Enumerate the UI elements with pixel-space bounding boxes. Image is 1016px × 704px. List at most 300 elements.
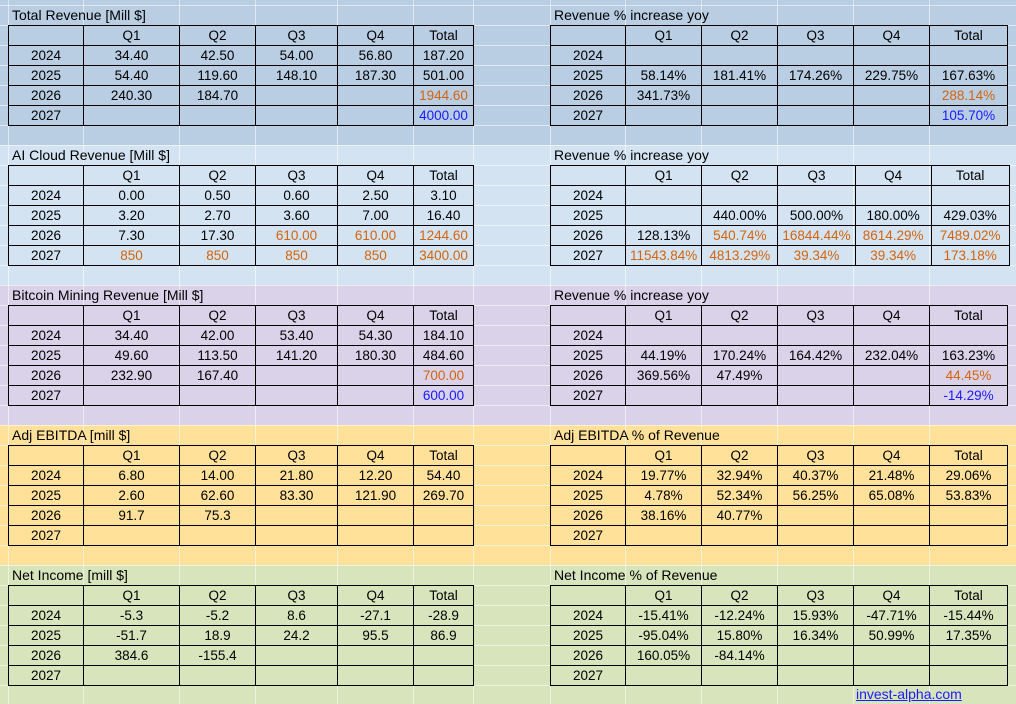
row-year-cell[interactable]: 2026 <box>551 226 626 246</box>
column-header[interactable]: Total <box>414 166 474 186</box>
table-cell[interactable]: 369.56% <box>626 366 702 386</box>
table-cell[interactable]: 484.60 <box>414 346 474 366</box>
table-cell[interactable]: 341.73% <box>626 86 702 106</box>
column-header[interactable]: Q4 <box>338 446 414 466</box>
table-cell[interactable]: 29.06% <box>930 466 1008 486</box>
table-cell[interactable] <box>930 326 1008 346</box>
table-cell[interactable] <box>256 506 338 526</box>
table-cell[interactable]: 160.05% <box>626 646 702 666</box>
row-year-cell[interactable]: 2027 <box>9 666 84 686</box>
column-header[interactable]: Total <box>930 586 1008 606</box>
row-year-cell[interactable]: 2024 <box>551 186 626 206</box>
column-header[interactable]: Q3 <box>256 26 338 46</box>
table-cell[interactable] <box>626 206 702 226</box>
row-year-cell[interactable]: 2027 <box>9 246 84 266</box>
table-cell[interactable]: 6.80 <box>84 466 180 486</box>
column-header[interactable]: Q3 <box>256 166 338 186</box>
column-header[interactable] <box>9 166 84 186</box>
table-cell[interactable] <box>338 366 414 386</box>
row-year-cell[interactable]: 2026 <box>9 86 84 106</box>
table-cell[interactable] <box>180 526 256 546</box>
column-header[interactable]: Q2 <box>702 306 778 326</box>
table-cell[interactable]: 52.34% <box>702 486 778 506</box>
column-header[interactable]: Q3 <box>256 446 338 466</box>
table-cell[interactable] <box>854 666 930 686</box>
table-cell[interactable]: 3400.00 <box>414 246 474 266</box>
row-year-cell[interactable]: 2026 <box>9 366 84 386</box>
table-cell[interactable]: 187.20 <box>414 46 474 66</box>
row-year-cell[interactable]: 2024 <box>9 606 84 626</box>
table-cell[interactable]: 34.40 <box>84 46 180 66</box>
table-cell[interactable]: 49.60 <box>84 346 180 366</box>
table-cell[interactable]: 4813.29% <box>702 246 778 266</box>
table-cell[interactable]: 58.14% <box>626 66 702 86</box>
table-cell[interactable]: -95.04% <box>626 626 702 646</box>
table-cell[interactable]: 610.00 <box>256 226 338 246</box>
table-cell[interactable] <box>84 106 180 126</box>
table-cell[interactable] <box>854 506 930 526</box>
table-cell[interactable]: 850 <box>338 246 414 266</box>
column-header[interactable]: Q4 <box>854 586 930 606</box>
table-cell[interactable]: 141.20 <box>256 346 338 366</box>
column-header[interactable]: Q1 <box>84 306 180 326</box>
row-year-cell[interactable]: 2025 <box>551 206 626 226</box>
table-cell[interactable] <box>338 506 414 526</box>
table-cell[interactable]: 850 <box>84 246 180 266</box>
table-cell[interactable]: 47.49% <box>702 366 778 386</box>
table-cell[interactable] <box>702 386 778 406</box>
column-header[interactable]: Q1 <box>626 586 702 606</box>
table-cell[interactable] <box>338 646 414 666</box>
column-header[interactable]: Q1 <box>626 26 702 46</box>
table-cell[interactable] <box>930 646 1008 666</box>
column-header[interactable]: Total <box>414 26 474 46</box>
table-cell[interactable] <box>626 666 702 686</box>
table-cell[interactable] <box>180 106 256 126</box>
row-year-cell[interactable]: 2025 <box>9 346 84 366</box>
column-header[interactable]: Q3 <box>256 586 338 606</box>
table-cell[interactable]: 53.83% <box>930 486 1008 506</box>
table-cell[interactable]: 384.6 <box>84 646 180 666</box>
table-cell[interactable]: 128.13% <box>626 226 702 246</box>
table-cell[interactable]: 164.42% <box>778 346 854 366</box>
column-header[interactable]: Q4 <box>854 446 930 466</box>
table-cell[interactable]: 42.00 <box>180 326 256 346</box>
row-year-cell[interactable]: 2024 <box>9 466 84 486</box>
table-cell[interactable]: 501.00 <box>414 66 474 86</box>
row-year-cell[interactable]: 2026 <box>9 506 84 526</box>
column-header[interactable] <box>551 446 626 466</box>
column-header[interactable] <box>9 306 84 326</box>
table-cell[interactable]: 54.40 <box>84 66 180 86</box>
table-cell[interactable]: 21.80 <box>256 466 338 486</box>
row-year-cell[interactable]: 2027 <box>9 386 84 406</box>
table-cell[interactable] <box>854 526 930 546</box>
row-year-cell[interactable]: 2026 <box>9 646 84 666</box>
table-cell[interactable]: 3.20 <box>84 206 180 226</box>
table-cell[interactable] <box>854 326 930 346</box>
table-cell[interactable] <box>778 666 854 686</box>
column-header[interactable]: Q1 <box>84 446 180 466</box>
table-cell[interactable]: 610.00 <box>338 226 414 246</box>
table-cell[interactable]: 163.23% <box>930 346 1008 366</box>
table-cell[interactable]: 8.6 <box>256 606 338 626</box>
row-year-cell[interactable]: 2027 <box>551 526 626 546</box>
table-cell[interactable]: 148.10 <box>256 66 338 86</box>
column-header[interactable]: Q1 <box>626 446 702 466</box>
table-cell[interactable]: 850 <box>256 246 338 266</box>
column-header[interactable]: Q4 <box>338 306 414 326</box>
table-cell[interactable]: 21.48% <box>854 466 930 486</box>
table-cell[interactable]: 54.00 <box>256 46 338 66</box>
table-cell[interactable]: 170.24% <box>702 346 778 366</box>
row-year-cell[interactable]: 2025 <box>551 486 626 506</box>
table-cell[interactable] <box>778 366 854 386</box>
table-cell[interactable] <box>930 666 1008 686</box>
row-year-cell[interactable]: 2024 <box>9 186 84 206</box>
table-cell[interactable]: 4000.00 <box>414 106 474 126</box>
table-cell[interactable]: 54.30 <box>338 326 414 346</box>
table-cell[interactable]: 113.50 <box>180 346 256 366</box>
table-cell[interactable] <box>256 646 338 666</box>
table-cell[interactable] <box>338 86 414 106</box>
table-cell[interactable]: 65.08% <box>854 486 930 506</box>
table-cell[interactable]: 440.00% <box>702 206 778 226</box>
column-header[interactable]: Total <box>931 166 1009 186</box>
table-cell[interactable]: 32.94% <box>702 466 778 486</box>
table-cell[interactable] <box>338 526 414 546</box>
table-cell[interactable]: 56.25% <box>778 486 854 506</box>
table-cell[interactable]: 95.5 <box>338 626 414 646</box>
table-cell[interactable]: 229.75% <box>854 66 930 86</box>
column-header[interactable]: Q2 <box>180 166 256 186</box>
table-cell[interactable] <box>930 526 1008 546</box>
table-cell[interactable]: 16.40 <box>414 206 474 226</box>
column-header[interactable]: Q4 <box>338 586 414 606</box>
column-header[interactable] <box>551 166 626 186</box>
row-year-cell[interactable]: 2024 <box>9 46 84 66</box>
table-cell[interactable]: 269.70 <box>414 486 474 506</box>
table-cell[interactable]: 232.90 <box>84 366 180 386</box>
column-header[interactable]: Q3 <box>778 306 854 326</box>
row-year-cell[interactable]: 2027 <box>551 666 626 686</box>
row-year-cell[interactable]: 2025 <box>551 346 626 366</box>
table-cell[interactable]: 11543.84% <box>626 246 702 266</box>
table-cell[interactable]: 700.00 <box>414 366 474 386</box>
column-header[interactable]: Q3 <box>778 26 854 46</box>
table-cell[interactable]: 540.74% <box>702 226 778 246</box>
table-cell[interactable]: -27.1 <box>338 606 414 626</box>
column-header[interactable]: Q1 <box>84 166 180 186</box>
row-year-cell[interactable]: 2026 <box>551 86 626 106</box>
table-cell[interactable]: 16.34% <box>778 626 854 646</box>
table-cell[interactable]: 17.30 <box>180 226 256 246</box>
table-cell[interactable] <box>702 526 778 546</box>
column-header[interactable]: Q1 <box>626 166 702 186</box>
table-cell[interactable] <box>414 666 474 686</box>
table-cell[interactable]: 288.14% <box>930 86 1008 106</box>
table-cell[interactable]: 240.30 <box>84 86 180 106</box>
table-cell[interactable] <box>84 386 180 406</box>
table-cell[interactable] <box>626 46 702 66</box>
table-cell[interactable]: -12.24% <box>702 606 778 626</box>
table-cell[interactable] <box>256 666 338 686</box>
table-cell[interactable]: 44.45% <box>930 366 1008 386</box>
table-cell[interactable]: 50.99% <box>854 626 930 646</box>
row-year-cell[interactable]: 2027 <box>9 526 84 546</box>
row-year-cell[interactable]: 2027 <box>551 386 626 406</box>
table-cell[interactable]: 173.18% <box>931 246 1009 266</box>
table-cell[interactable] <box>256 366 338 386</box>
table-cell[interactable]: 2.50 <box>338 186 414 206</box>
table-cell[interactable]: -5.3 <box>84 606 180 626</box>
row-year-cell[interactable]: 2026 <box>551 366 626 386</box>
table-cell[interactable]: 86.9 <box>414 626 474 646</box>
column-header[interactable]: Total <box>414 446 474 466</box>
table-cell[interactable] <box>778 646 854 666</box>
table-cell[interactable] <box>626 186 702 206</box>
table-cell[interactable] <box>84 526 180 546</box>
table-cell[interactable]: 0.00 <box>84 186 180 206</box>
table-cell[interactable]: 181.41% <box>702 66 778 86</box>
column-header[interactable]: Q3 <box>778 166 855 186</box>
table-cell[interactable] <box>338 666 414 686</box>
table-cell[interactable] <box>256 106 338 126</box>
column-header[interactable]: Q2 <box>180 586 256 606</box>
table-cell[interactable]: 42.50 <box>180 46 256 66</box>
table-cell[interactable] <box>256 86 338 106</box>
table-cell[interactable] <box>855 186 931 206</box>
table-cell[interactable]: -14.29% <box>930 386 1008 406</box>
table-cell[interactable]: 7489.02% <box>931 226 1009 246</box>
table-cell[interactable] <box>256 526 338 546</box>
table-cell[interactable]: 184.70 <box>180 86 256 106</box>
column-header[interactable]: Q2 <box>180 446 256 466</box>
column-header[interactable] <box>9 26 84 46</box>
row-year-cell[interactable]: 2025 <box>9 626 84 646</box>
table-cell[interactable]: 44.19% <box>626 346 702 366</box>
column-header[interactable] <box>9 446 84 466</box>
row-year-cell[interactable]: 2024 <box>551 326 626 346</box>
column-header[interactable]: Total <box>930 26 1008 46</box>
column-header[interactable]: Q2 <box>180 26 256 46</box>
table-cell[interactable]: 850 <box>180 246 256 266</box>
table-cell[interactable] <box>854 366 930 386</box>
table-cell[interactable]: 40.77% <box>702 506 778 526</box>
table-cell[interactable]: 1944.60 <box>414 86 474 106</box>
table-cell[interactable] <box>702 86 778 106</box>
column-header[interactable]: Q4 <box>854 306 930 326</box>
table-cell[interactable] <box>778 386 854 406</box>
table-cell[interactable]: 15.93% <box>778 606 854 626</box>
column-header[interactable]: Total <box>414 586 474 606</box>
column-header[interactable] <box>551 586 626 606</box>
table-cell[interactable] <box>626 106 702 126</box>
table-cell[interactable] <box>338 106 414 126</box>
row-year-cell[interactable]: 2027 <box>9 106 84 126</box>
row-year-cell[interactable]: 2027 <box>551 246 626 266</box>
table-cell[interactable]: -84.14% <box>702 646 778 666</box>
row-year-cell[interactable]: 2026 <box>551 506 626 526</box>
table-cell[interactable]: 500.00% <box>778 206 855 226</box>
column-header[interactable]: Total <box>414 306 474 326</box>
column-header[interactable] <box>9 586 84 606</box>
table-cell[interactable]: 53.40 <box>256 326 338 346</box>
column-header[interactable]: Q2 <box>702 586 778 606</box>
row-year-cell[interactable]: 2025 <box>551 66 626 86</box>
table-cell[interactable]: 0.60 <box>256 186 338 206</box>
column-header[interactable]: Total <box>930 446 1008 466</box>
row-year-cell[interactable]: 2027 <box>551 106 626 126</box>
column-header[interactable]: Q1 <box>626 306 702 326</box>
table-cell[interactable]: 7.30 <box>84 226 180 246</box>
table-cell[interactable]: 3.60 <box>256 206 338 226</box>
table-cell[interactable]: 184.10 <box>414 326 474 346</box>
row-year-cell[interactable]: 2026 <box>9 226 84 246</box>
table-cell[interactable]: 187.30 <box>338 66 414 86</box>
table-cell[interactable] <box>702 666 778 686</box>
table-cell[interactable]: 34.40 <box>84 326 180 346</box>
column-header[interactable]: Q3 <box>778 446 854 466</box>
table-cell[interactable]: -15.44% <box>930 606 1008 626</box>
table-cell[interactable]: 7.00 <box>338 206 414 226</box>
table-cell[interactable]: 174.26% <box>778 66 854 86</box>
table-cell[interactable]: 232.04% <box>854 346 930 366</box>
table-cell[interactable]: 2.70 <box>180 206 256 226</box>
column-header[interactable]: Total <box>930 306 1008 326</box>
table-cell[interactable]: 39.34% <box>855 246 931 266</box>
table-cell[interactable]: 167.63% <box>930 66 1008 86</box>
table-cell[interactable]: -155.4 <box>180 646 256 666</box>
table-cell[interactable]: 15.80% <box>702 626 778 646</box>
table-cell[interactable] <box>854 646 930 666</box>
table-cell[interactable] <box>702 46 778 66</box>
table-cell[interactable] <box>180 666 256 686</box>
table-cell[interactable]: 19.77% <box>626 466 702 486</box>
column-header[interactable]: Q1 <box>84 26 180 46</box>
table-cell[interactable]: 1244.60 <box>414 226 474 246</box>
table-cell[interactable]: 600.00 <box>414 386 474 406</box>
table-cell[interactable] <box>778 526 854 546</box>
table-cell[interactable]: 119.60 <box>180 66 256 86</box>
table-cell[interactable] <box>854 386 930 406</box>
column-header[interactable]: Q1 <box>84 586 180 606</box>
table-cell[interactable]: 14.00 <box>180 466 256 486</box>
table-cell[interactable] <box>626 526 702 546</box>
table-cell[interactable] <box>778 46 854 66</box>
table-cell[interactable]: 12.20 <box>338 466 414 486</box>
table-cell[interactable]: 105.70% <box>930 106 1008 126</box>
table-cell[interactable]: -28.9 <box>414 606 474 626</box>
table-cell[interactable]: 4.78% <box>626 486 702 506</box>
table-cell[interactable] <box>414 526 474 546</box>
table-cell[interactable]: 3.10 <box>414 186 474 206</box>
table-cell[interactable] <box>778 506 854 526</box>
row-year-cell[interactable]: 2024 <box>551 606 626 626</box>
table-cell[interactable]: 121.90 <box>338 486 414 506</box>
table-cell[interactable]: 24.2 <box>256 626 338 646</box>
column-header[interactable] <box>551 306 626 326</box>
column-header[interactable] <box>551 26 626 46</box>
column-header[interactable]: Q4 <box>855 166 931 186</box>
table-cell[interactable]: 180.30 <box>338 346 414 366</box>
table-cell[interactable] <box>778 186 855 206</box>
table-cell[interactable] <box>930 46 1008 66</box>
invest-alpha-link[interactable]: invest-alpha.com <box>856 686 962 702</box>
table-cell[interactable]: 429.03% <box>931 206 1009 226</box>
table-cell[interactable]: 40.37% <box>778 466 854 486</box>
table-cell[interactable] <box>626 326 702 346</box>
table-cell[interactable] <box>778 106 854 126</box>
table-cell[interactable] <box>702 326 778 346</box>
table-cell[interactable]: 0.50 <box>180 186 256 206</box>
table-cell[interactable] <box>854 46 930 66</box>
table-cell[interactable]: 91.7 <box>84 506 180 526</box>
table-cell[interactable] <box>180 386 256 406</box>
table-cell[interactable] <box>414 506 474 526</box>
row-year-cell[interactable]: 2024 <box>9 326 84 346</box>
table-cell[interactable]: 8614.29% <box>855 226 931 246</box>
table-cell[interactable]: 75.3 <box>180 506 256 526</box>
table-cell[interactable]: 39.34% <box>778 246 855 266</box>
table-cell[interactable]: 2.60 <box>84 486 180 506</box>
table-cell[interactable] <box>931 186 1009 206</box>
table-cell[interactable] <box>338 386 414 406</box>
column-header[interactable]: Q2 <box>180 306 256 326</box>
column-header[interactable]: Q4 <box>338 26 414 46</box>
table-cell[interactable]: 83.30 <box>256 486 338 506</box>
column-header[interactable]: Q2 <box>702 446 778 466</box>
table-cell[interactable]: 54.40 <box>414 466 474 486</box>
table-cell[interactable]: 18.9 <box>180 626 256 646</box>
row-year-cell[interactable]: 2024 <box>551 46 626 66</box>
column-header[interactable]: Q2 <box>702 26 778 46</box>
column-header[interactable]: Q3 <box>778 586 854 606</box>
table-cell[interactable]: -51.7 <box>84 626 180 646</box>
column-header[interactable]: Q4 <box>854 26 930 46</box>
row-year-cell[interactable]: 2025 <box>9 206 84 226</box>
table-cell[interactable]: 167.40 <box>180 366 256 386</box>
column-header[interactable]: Q4 <box>338 166 414 186</box>
table-cell[interactable] <box>84 666 180 686</box>
table-cell[interactable] <box>626 386 702 406</box>
table-cell[interactable] <box>778 326 854 346</box>
table-cell[interactable]: 62.60 <box>180 486 256 506</box>
column-header[interactable]: Q2 <box>702 166 778 186</box>
table-cell[interactable] <box>702 186 778 206</box>
row-year-cell[interactable]: 2025 <box>9 486 84 506</box>
table-cell[interactable] <box>702 106 778 126</box>
row-year-cell[interactable]: 2025 <box>9 66 84 86</box>
table-cell[interactable] <box>854 106 930 126</box>
table-cell[interactable]: 56.80 <box>338 46 414 66</box>
column-header[interactable]: Q3 <box>256 306 338 326</box>
table-cell[interactable]: -47.71% <box>854 606 930 626</box>
table-cell[interactable]: 180.00% <box>855 206 931 226</box>
table-cell[interactable]: 38.16% <box>626 506 702 526</box>
table-cell[interactable]: -15.41% <box>626 606 702 626</box>
table-cell[interactable]: -5.2 <box>180 606 256 626</box>
table-cell[interactable]: 16844.44% <box>778 226 855 246</box>
table-cell[interactable] <box>256 386 338 406</box>
row-year-cell[interactable]: 2024 <box>551 466 626 486</box>
table-cell[interactable] <box>414 646 474 666</box>
row-year-cell[interactable]: 2025 <box>551 626 626 646</box>
table-cell[interactable] <box>778 86 854 106</box>
table-cell[interactable]: 17.35% <box>930 626 1008 646</box>
row-year-cell[interactable]: 2026 <box>551 646 626 666</box>
table-cell[interactable] <box>854 86 930 106</box>
